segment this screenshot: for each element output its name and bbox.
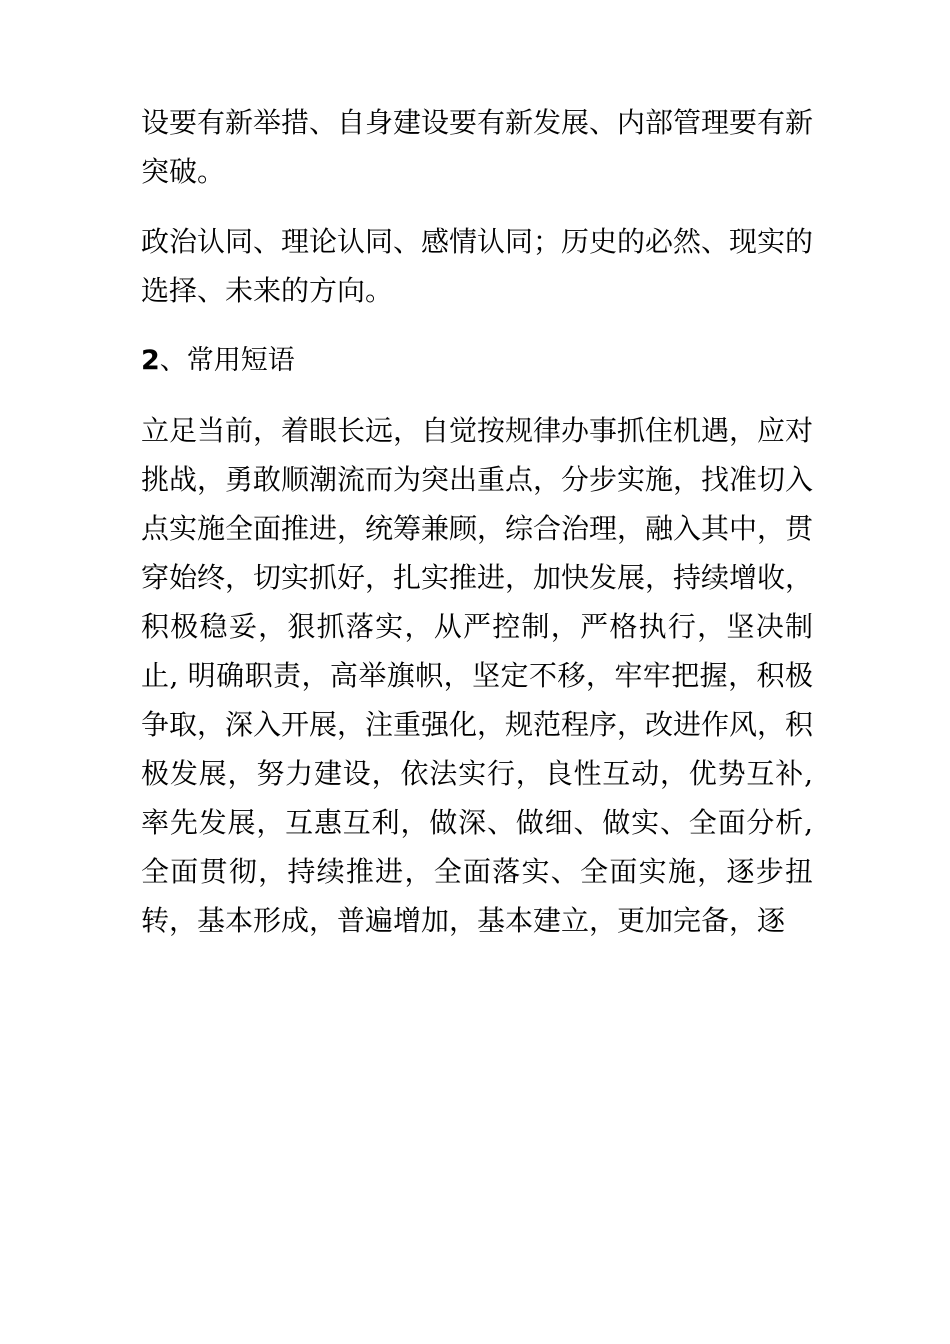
section-title: 、常用短语 (159, 345, 295, 376)
paragraph-2: 政治认同、理论认同、感情认同；历史的必然、现实的选择、未来的方向。 (141, 225, 814, 307)
section-number: 2 (141, 345, 160, 376)
paragraph-3: 立足当前，着眼长远，自觉按规律办事抓住机遇，应对挑战，勇敢顺潮流而为突出重点，分步实施，找准切入点实施全面推进，统筹兼顾，综合治理，融入其中，贯穿始终，切实抓好，扎实推进，加快发展，持续增收，积极稳妥，狠抓落实，从严控制，严格执行，坚决制止, 明确职责，高举旗帜，坚定不移，牢牢把握，积极争取，深入开展，注重强化，规范程序，改进作风，积极发展，努力建设，依法实行，良性互动，优势互补, 率先发展，互惠互利，做深、做细、做实、全面分析, 全面贯彻，持续推进，全面落实、全面实施，逐步扭转，基本形成，普遍增加，基本建立，更加完备，逐 (141, 414, 814, 937)
section-heading (141, 336, 813, 385)
paragraph-1: 设要有新举措、自身建设要有新发展、内部管理要有新突破。 (141, 106, 814, 188)
document-body (141, 98, 813, 966)
